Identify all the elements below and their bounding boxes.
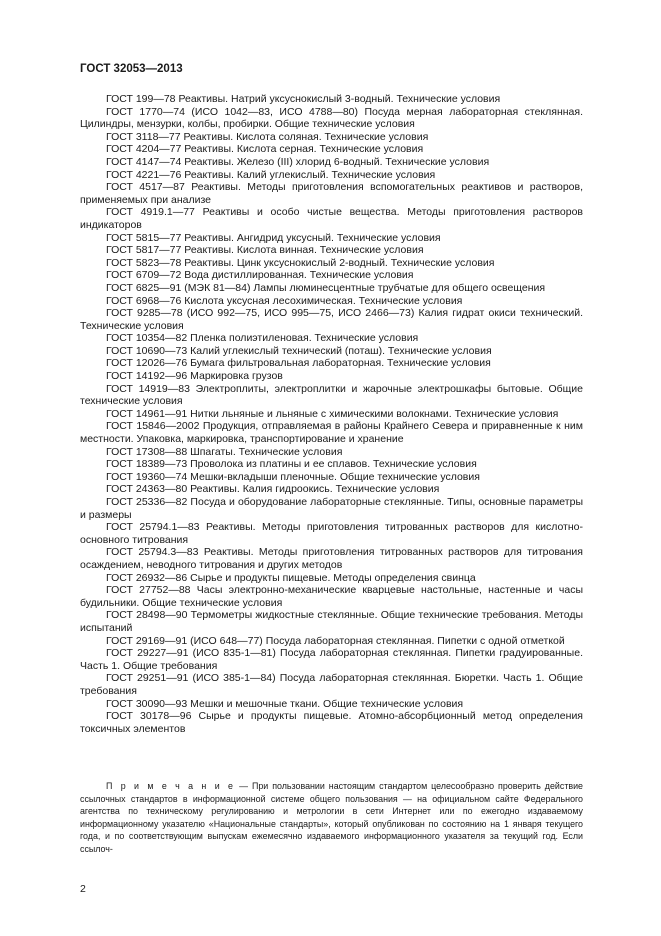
reference-item: ГОСТ 24363—80 Реактивы. Калия гидроокись. Технические условия: [106, 483, 440, 496]
reference-item: ГОСТ 6825—91 (МЭК 81—84) Лампы люминесцентные трубчатые для общего освещения: [106, 281, 546, 294]
reference-item: ГОСТ 4221—76 Реактивы. Калий углекислый. Технические условия: [106, 168, 436, 181]
reference-item: ГОСТ 10690—73 Калий углекислый технический (поташ). Технические условия: [106, 344, 492, 357]
reference-item: ГОСТ 29251—91 (ИСО 385-1—84) Посуда лабораторная стеклянная. Бюретки. Часть 1. Общие требования: [80, 672, 583, 697]
reference-item: ГОСТ 1770—74 (ИСО 1042—83, ИСО 4788—80) Посуда мерная лабораторная стеклянная. Цилиндры, мензурки, колбы, пробирки. Общие технические условия: [80, 105, 583, 131]
reference-item: ГОСТ 29169—91 (ИСО 648—77) Посуда лабораторная стеклянная. Пипетки с одной отметкой: [106, 634, 565, 647]
reference-item: ГОСТ 30178—96 Сырье и продукты пищевые. Атомно-абсорбционный метод определения токсичных элементов: [80, 710, 583, 735]
reference-item: ГОСТ 4517—87 Реактивы. Методы приготовления вспомогательных реактивов и растворов, применяемых при анализе: [80, 181, 583, 206]
reference-item: ГОСТ 3118—77 Реактивы. Кислота соляная. Технические условия: [106, 130, 429, 143]
reference-item: ГОСТ 14961—91 Нитки льняные и льняные с химическими волокнами. Технические условия: [106, 407, 559, 420]
reference-item: ГОСТ 17308—88 Шпагаты. Технические условия: [106, 445, 343, 458]
page-number: 2: [80, 883, 86, 895]
reference-item: ГОСТ 29227—91 (ИСО 835-1—81) Посуда лабораторная стеклянная. Пипетки градуированные. Часть 1. Общие требования: [80, 647, 583, 672]
reference-item: ГОСТ 5815—77 Реактивы. Ангидрид уксусный. Технические условия: [106, 231, 441, 244]
reference-item: ГОСТ 25794.3—83 Реактивы. Методы приготовления титрованных растворов для титрования осаждением, неводного титрования и других методов: [80, 546, 583, 571]
normative-references-list: [80, 93, 583, 735]
reference-item: ГОСТ 199—78 Реактивы. Натрий уксуснокислый 3-водный. Технические условия: [106, 93, 501, 105]
reference-item: ГОСТ 14919—83 Электроплиты, электроплитки и жарочные электрошкафы бытовые. Общие технические условия: [80, 382, 583, 408]
reference-item: ГОСТ 25794.1—83 Реактивы. Методы приготовления титрованных растворов для кислотно-основного титрования: [80, 521, 583, 546]
reference-item: ГОСТ 27752—88 Часы электронно-механические кварцевые настольные, настенные и часы будильники. Общие технические условия: [80, 584, 583, 609]
reference-item: ГОСТ 9285—78 (ИСО 992—75, ИСО 995—75, ИСО 2466—73) Калия гидрат окиси технический. Технические условия: [80, 307, 583, 332]
reference-item: ГОСТ 10354—82 Пленка полиэтиленовая. Технические условия: [106, 332, 419, 345]
note-paragraph: [80, 780, 583, 855]
reference-item: ГОСТ 18389—73 Проволока из платины и ее сплавов. Технические условия: [106, 458, 477, 471]
reference-item: ГОСТ 26932—86 Сырье и продукты пищевые. Методы определения свинца: [106, 571, 476, 584]
reference-item: ГОСТ 14192—96 Маркировка грузов: [106, 370, 283, 383]
reference-item: ГОСТ 4147—74 Реактивы. Железо (III) хлорид 6-водный. Технические условия: [106, 155, 490, 168]
note-text: — При пользовании настоящим стандартом целесообразно проверить действие ссылочных стандартов в информационной системе общего пользования — на официальном сайте Федерального агентства по техническому регулированию и метрологии в сети Интернет или по ежегодно издаваемому информационному указателю «Национальные стандарты», который опубликован по состоянию на 1 января текущего года, и по соответствующим выпускам ежемесячно издаваемого информационного указателя за текущий год. Если ссылоч-: [80, 781, 583, 854]
reference-item: ГОСТ 28498—90 Термометры жидкостные стеклянные. Общие технические требования. Методы испытаний: [80, 609, 583, 634]
reference-item: ГОСТ 6968—76 Кислота уксусная лесохимическая. Технические условия: [106, 294, 463, 307]
reference-item: ГОСТ 6709—72 Вода дистиллированная. Технические условия: [106, 269, 414, 282]
note-label: П р и м е ч а н и е: [106, 781, 236, 791]
reference-item: ГОСТ 4919.1—77 Реактивы и особо чистые вещества. Методы приготовления растворов индикаторов: [80, 206, 583, 231]
document-header: ГОСТ 32053—2013: [80, 63, 183, 75]
reference-item: ГОСТ 5823—78 Реактивы. Цинк уксуснокислый 2-водный. Технические условия: [106, 256, 495, 269]
reference-item: ГОСТ 30090—93 Мешки и мешочные ткани. Общие технические условия: [106, 697, 464, 710]
reference-item: ГОСТ 4204—77 Реактивы. Кислота серная. Технические условия: [106, 143, 424, 156]
reference-item: ГОСТ 12026—76 Бумага фильтровальная лабораторная. Технические условия: [106, 357, 491, 370]
reference-item: ГОСТ 5817—77 Реактивы. Кислота винная. Технические условия: [106, 244, 424, 257]
reference-item: ГОСТ 25336—82 Посуда и оборудование лабораторные стеклянные. Типы, основные параметры и размеры: [80, 496, 583, 521]
reference-item: ГОСТ 19360—74 Мешки-вкладыши пленочные. Общие технические условия: [106, 470, 480, 483]
reference-item: ГОСТ 15846—2002 Продукция, отправляемая в районы Крайнего Севера и приравненные к ним местности. Упаковка, маркировка, транспортирование и хранение: [80, 420, 583, 446]
